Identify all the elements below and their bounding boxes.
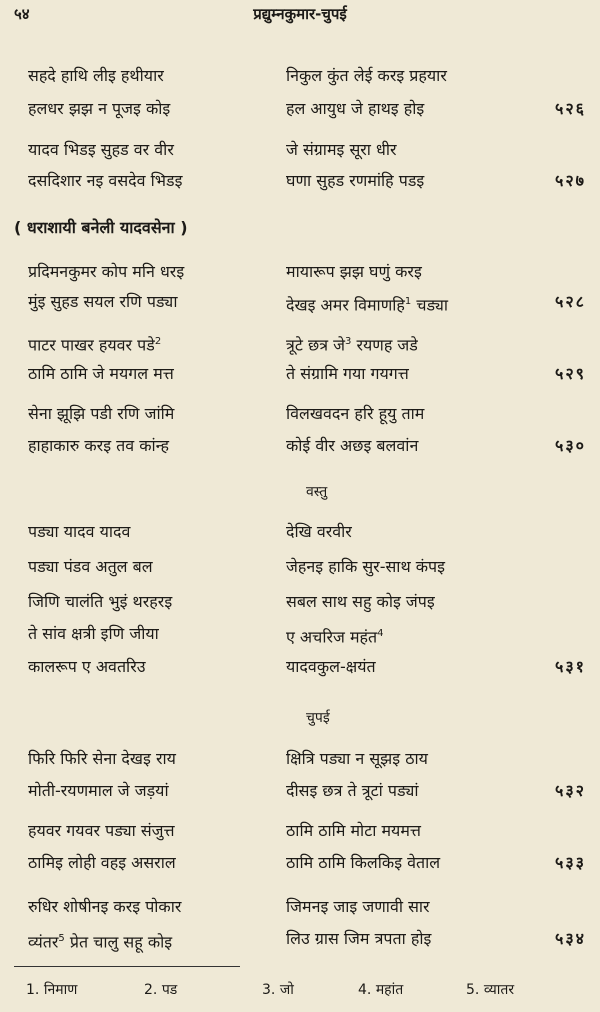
- verse-left: [28, 925, 172, 956]
- page-header: [0, 0, 600, 32]
- running-title: प्रद्युम्नकुमार-चुपई: [253, 5, 347, 23]
- verse-number: ५३२: [555, 781, 586, 800]
- verse-line: [0, 849, 600, 877]
- verse-line: [0, 925, 600, 953]
- verse-right-text: देखइ अमर विमाणहि: [286, 295, 405, 315]
- verse-right: [286, 328, 418, 359]
- verse-right: जिमनइ जाइ जणावी सार: [286, 897, 430, 916]
- verse-line: [0, 136, 600, 164]
- section-heading: ( धराशायी बनेली यादवसेना ): [14, 218, 188, 237]
- footnote-marker: 3: [345, 336, 352, 347]
- footnote-number: 1.: [26, 982, 40, 998]
- footnote-marker: 1: [404, 296, 412, 307]
- footnote-5: [466, 980, 514, 999]
- verse-left-text: व्यंतर: [28, 932, 59, 952]
- verse-right: मायारूप झझ घणुं करइ: [286, 262, 422, 281]
- footnote-3: [262, 980, 294, 999]
- meter-label-chupai: चुपई: [306, 710, 330, 726]
- footnote-number: 5.: [466, 982, 480, 998]
- verse-right: कोई वीर अछइ बलवांन: [286, 436, 419, 455]
- footnote-number: 3.: [262, 982, 276, 998]
- verse-right: ते संग्रामि गया गयगत्त: [286, 364, 409, 383]
- verse-line: [0, 167, 600, 195]
- verse-left: रुधिर शोषीनइ करइ पोकार: [28, 897, 182, 916]
- footnote-text: जो: [279, 982, 294, 998]
- verse-number: ५२६: [555, 99, 586, 118]
- verse-left: हयवर गयवर पड्या संजुत्त: [28, 821, 175, 840]
- verse-number: ५३१: [555, 657, 586, 676]
- verse-right-text: त्रूटे छत्र जे: [286, 335, 345, 355]
- verse-left: हाहाकारु करइ तव कांन्ह: [28, 436, 169, 455]
- verse-line: [0, 588, 600, 616]
- verse-right: जेहनइ हाकि सुर-साथ कंपइ: [286, 557, 445, 576]
- verse-number: ५३०: [555, 436, 586, 455]
- footnote-text: निमाण: [43, 982, 78, 998]
- verse-right-tail: रयणह जडे: [351, 335, 418, 355]
- footnote-text: पड: [161, 982, 178, 998]
- verse-right: दीसइ छत्र ते त्रूटां पड्यां: [286, 781, 419, 800]
- footnote-text: महांत: [375, 982, 404, 998]
- verse-line: [0, 777, 600, 805]
- verse-left: [28, 328, 161, 359]
- verse-right: घणा सुहड रणमांहि पडइ: [286, 171, 425, 190]
- verse-number: ५२७: [555, 171, 586, 190]
- verse-line: [0, 288, 600, 316]
- verse-right: यादवकुल-क्षयंत: [286, 657, 376, 676]
- verse-line: [0, 432, 600, 460]
- verse-left: जिणि चालंति भुइं थरहरइ: [28, 592, 173, 611]
- verse-number: ५२९: [555, 364, 586, 383]
- verse-left-text: पाटर पाखर हयवर पडे: [28, 335, 155, 355]
- verse-right-tail: चड्या: [411, 295, 449, 315]
- verse-left-tail: प्रेत चालु सहू कोइ: [64, 932, 173, 952]
- verse-right: लिउ ग्रास जिम त्रपता होइ: [286, 929, 432, 948]
- verse-line: [0, 62, 600, 90]
- verse-left: मोती-रयणमाल जे जड़यां: [28, 781, 169, 800]
- verse-right: क्षित्रि पड्या न सूझइ ठाय: [286, 749, 428, 768]
- verse-right: सबल साथ सहु कोइ जंपइ: [286, 592, 435, 611]
- verse-left: हलधर झझ न पूजइ कोइ: [28, 99, 171, 118]
- verse-line: [0, 400, 600, 428]
- verse-line: [0, 328, 600, 356]
- verse-left: मुंइ सुहड सयल रणि पड्या: [28, 292, 178, 311]
- verse-right: जे संग्रामइ सूरा धीर: [286, 140, 397, 159]
- verse-line: [0, 258, 600, 286]
- footnote-4: [358, 980, 403, 999]
- verse-left: ठामि ठामि जे मयगल मत्त: [28, 364, 174, 383]
- verse-line: [0, 620, 600, 648]
- verse-line: [0, 553, 600, 581]
- verse-right: निकुल कुंत लेई करइ प्रहयार: [286, 66, 447, 85]
- verse-line: [0, 653, 600, 681]
- footnote-marker: 5: [58, 933, 65, 944]
- verse-left: फिरि फिरि सेना देखइ राय: [28, 749, 176, 768]
- footnote-1: [26, 980, 77, 999]
- footnote-text: व्यातर: [483, 982, 515, 998]
- verse-left: पड्या यादव यादव: [28, 522, 131, 541]
- verse-line: [0, 893, 600, 921]
- footnote-number: 4.: [358, 982, 372, 998]
- verse-left: प्रदिमनकुमर कोप मनि धरइ: [28, 262, 185, 281]
- verse-left: पड्या पंडव अतुल बल: [28, 557, 153, 576]
- verse-left: सेना झूझि पडी रणि जांमि: [28, 404, 175, 423]
- footnote-marker: 4: [377, 628, 384, 639]
- meter-label-vastu: वस्तु: [306, 484, 328, 500]
- verse-right-text: ए अचरिज महंत: [286, 627, 378, 647]
- verse-line: [0, 817, 600, 845]
- verse-left: ते सांव क्षत्री इणि जीया: [28, 624, 159, 643]
- verse-right: ठामि ठामि किलकिइ वेताल: [286, 853, 441, 872]
- verse-line: [0, 360, 600, 388]
- footnote-marker: 2: [154, 336, 162, 347]
- verse-left: कालरूप ए अवतरिउ: [28, 657, 146, 676]
- verse-left: दसदिशार नइ वसदेव भिडइ: [28, 171, 183, 190]
- footnote-2: [144, 980, 177, 999]
- verse-number: ५३३: [555, 853, 586, 872]
- verse-left: यादव भिडइ सुहड वर वीर: [28, 140, 174, 159]
- verse-right: देखि वरवीर: [286, 522, 352, 541]
- verse-right: विलखवदन हरि हूयु ताम: [286, 404, 425, 423]
- verse-right: [286, 620, 384, 651]
- verse-line: [0, 95, 600, 123]
- verse-right: हल आयुध जे हाथइ होइ: [286, 99, 425, 118]
- verse-line: [0, 518, 600, 546]
- footnote-rule: [14, 966, 240, 967]
- page-number: ५४: [14, 5, 30, 23]
- verse-left: सहदे हाथि लीइ हथीयार: [28, 66, 164, 85]
- verse-right: [286, 288, 448, 319]
- footnote-number: 2.: [144, 982, 158, 998]
- verse-number: ५२८: [555, 292, 586, 311]
- footnotes: [0, 976, 600, 1006]
- verse-line: [0, 745, 600, 773]
- verse-left: ठामिइ लोही वहइ असराल: [28, 853, 176, 872]
- verse-number: ५३४: [555, 929, 586, 948]
- verse-right: ठामि ठामि मोटा मयमत्त: [286, 821, 421, 840]
